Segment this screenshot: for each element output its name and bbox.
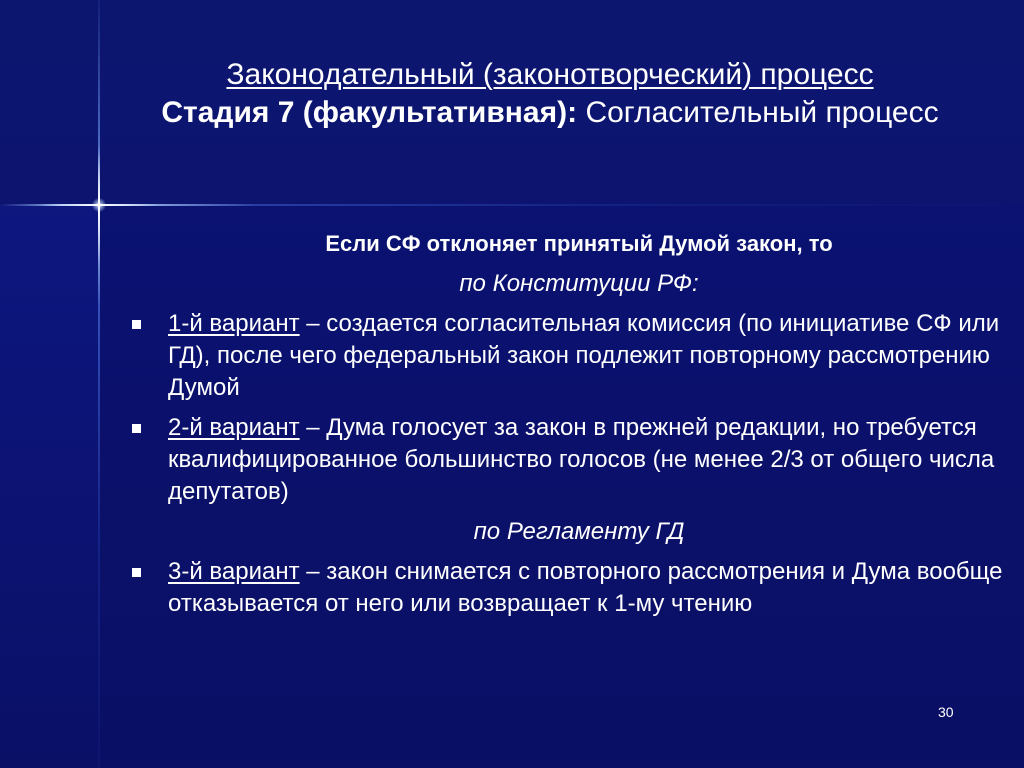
bullet-square-icon	[132, 320, 141, 329]
variant-label: 3-й вариант	[168, 558, 300, 585]
stage-name: Согласительный процесс	[577, 96, 939, 129]
variant-text: – закон снимается с повторного рассмотрения и Дума вообще отказывается от него или возвращает к 1-му чтению	[168, 558, 1003, 617]
title-line-1: Законодательный (законотворческий) процесс	[226, 58, 874, 91]
bullet-item	[130, 556, 1010, 620]
variant-label: 1-й вариант	[168, 310, 300, 337]
slide-body	[130, 228, 1010, 620]
constitution-heading: по Конституции РФ:	[459, 270, 699, 297]
bullet-square-icon	[132, 568, 141, 577]
variant-text: – создается согласительная комиссия (по инициативе СФ или ГД), после чего федеральный закон подлежит повторному рассмотрению Думой	[168, 310, 1000, 401]
bullet-item	[130, 308, 1010, 404]
vertical-glow-line	[98, 0, 100, 768]
regulation-heading: по Регламенту ГД	[473, 518, 685, 545]
variant-label: 2-й вариант	[168, 414, 300, 441]
slide-title	[120, 56, 980, 132]
lead-sentence: Если СФ отклоняет принятый Думой закон, то	[325, 231, 833, 256]
stage-label: Стадия 7 (факультативная):	[161, 96, 578, 129]
bullet-item	[130, 412, 1010, 508]
page-number: 30	[938, 704, 954, 720]
title-line-2	[120, 94, 980, 132]
bullet-square-icon	[132, 424, 141, 433]
variant-text: – Дума голосует за закон в прежней редакции, но требуется квалифицированное большинство голосов (не менее 2/3 от общего числа депутатов)	[168, 414, 995, 505]
